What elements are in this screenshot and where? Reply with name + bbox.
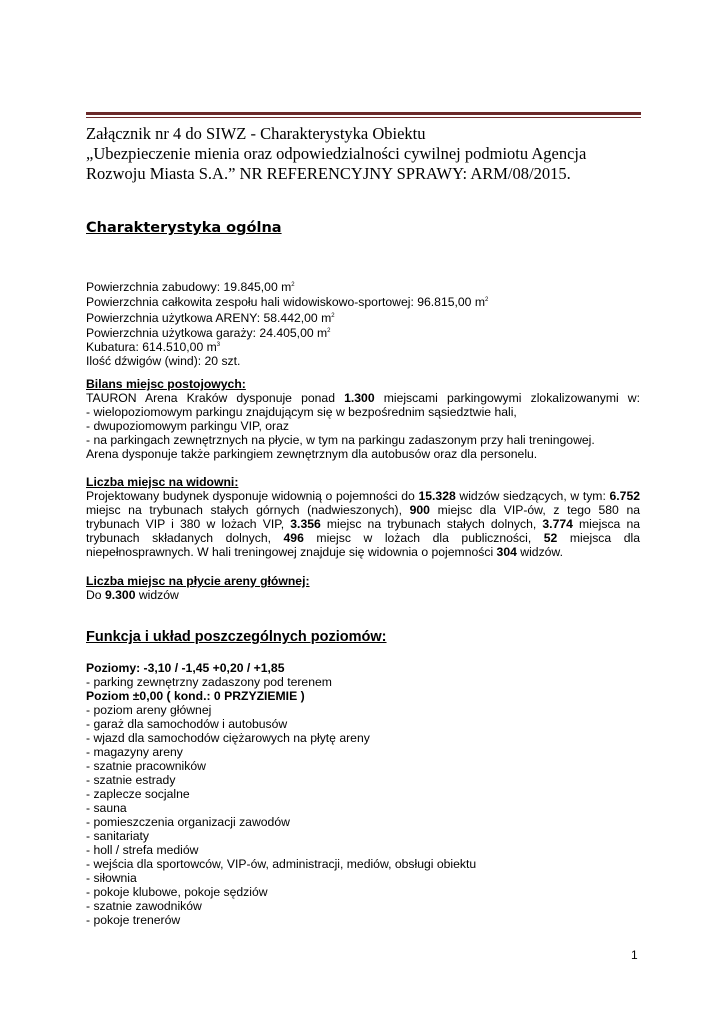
document-header <box>86 124 646 184</box>
fact-item: Powierzchnia użytkowa garaży: 24.405,00 $m^2$ <box>86 326 331 340</box>
level-item: - wjazd dla samochodów ciężarowych na płytę areny <box>86 731 370 745</box>
section-heading-levels: Funkcja i układ poszczególnych poziomów: <box>86 629 387 645</box>
facts-list <box>86 278 640 366</box>
level-item: - wejścia dla sportowców, VIP-ów, administracji, mediów, obsługi obiektu <box>86 857 477 871</box>
floor-value: Do 9.300 widzów <box>86 588 179 602</box>
fact-item: Powierzchnia całkowita zespołu hali widowiskowo-sportowej: 96.815,00 $m^2$ <box>86 295 489 309</box>
level-item: - sauna <box>86 801 127 815</box>
level-item: - zaplecze socjalne <box>86 787 190 801</box>
fact-item: Powierzchnia zabudowy: 19.845,00 $m^2$ <box>86 280 295 294</box>
level-subheading: Poziomy: -3,10 / -1,45 +0,20 / +1,85 <box>86 661 285 675</box>
level-item: - parking zewnętrzny zadaszony pod terenem <box>86 675 332 689</box>
parking-intro: TAURON Arena Kraków dysponuje ponad 1.300 miejscami parkingowymi zlokalizowanymi w: <box>86 391 640 405</box>
fact-item: Kubatura: 614.510,00 $m^3$ <box>86 340 221 354</box>
seats-heading: Liczba miejsc na widowni: <box>86 475 239 489</box>
level-item: - poziom areny głównej <box>86 703 212 717</box>
level-item: - szatnie zawodników <box>86 899 202 913</box>
header-rule-thin <box>86 117 641 118</box>
fact-item: Powierzchnia użytkowa ARENY: 58.442,00 $m^2$ <box>86 311 335 325</box>
level-item: - magazyny areny <box>86 745 183 759</box>
parking-item: - na parkingach zewnętrznych na płycie, w tym na parkingu zadaszonym przy hali treningowej. <box>86 433 595 447</box>
parking-heading: Bilans miejsc postojowych: <box>86 377 246 391</box>
level-item: - sanitariaty <box>86 829 149 843</box>
level-item: - holl / strefa mediów <box>86 843 199 857</box>
seats-paragraph: Projektowany budynek dysponuje widownią o pojemności do 15.328 widzów siedzących, w tym: 6.752 miejsc na trybunach stałych górnych (nadwieszonych), 900 miejsc dla VIP-ów, z tego 580 na trybunach VIP i 380 w lożach VIP, 3.356 miejsc na trybunach stałych dolnych, 3.774 miejsca na trybunach składanych dolnych, 496 miejsc w lożach dla publiczności, 52 miejsca dla niepełnosprawnych. W hali treningowej znajduje się widownia o pojemności 304 widzów. <box>86 489 641 559</box>
level-item: - pokoje klubowe, pokoje sędziów <box>86 885 268 899</box>
parking-item: - dwupoziomowym parkingu VIP, oraz <box>86 419 289 433</box>
seats-section <box>86 475 640 559</box>
level-subheading: Poziom ±0,00 ( kond.: 0 PRZYZIEMIE ) <box>86 689 305 703</box>
levels-section <box>86 661 640 927</box>
level-item: - siłownia <box>86 871 137 885</box>
header-line-2: „Ubezpieczenie mienia oraz odpowiedzialności cywilnej podmiotu Agencja <box>86 144 587 163</box>
floor-section <box>86 574 640 602</box>
page-number: 1 <box>631 948 638 962</box>
level-item: - pomieszczenia organizacji zawodów <box>86 815 290 829</box>
header-line-1: Załącznik nr 4 do SIWZ - Charakterystyka Obiektu <box>86 124 426 143</box>
floor-heading: Liczba miejsc na płycie areny głównej: <box>86 574 310 588</box>
header-rule-thick <box>86 112 641 115</box>
level-item: - garaż dla samochodów i autobusów <box>86 717 288 731</box>
parking-item: Arena dysponuje także parkingiem zewnętrznym dla autobusów oraz dla personelu. <box>86 447 538 461</box>
level-item: - szatnie estrady <box>86 773 176 787</box>
parking-item: - wielopoziomowym parkingu znajdującym się w bezpośrednim sąsiedztwie hali, <box>86 405 517 419</box>
level-item: - szatnie pracowników <box>86 759 206 773</box>
fact-item: Ilość dźwigów (wind): 20 szt. <box>86 354 241 368</box>
level-item: - pokoje trenerów <box>86 913 181 927</box>
parking-section <box>86 377 640 461</box>
section-heading-general: Charakterystyka ogólna <box>86 220 282 236</box>
header-line-3: Rozwoju Miasta S.A.” NR REFERENCYJNY SPRAWY: ARM/08/2015. <box>86 164 571 183</box>
